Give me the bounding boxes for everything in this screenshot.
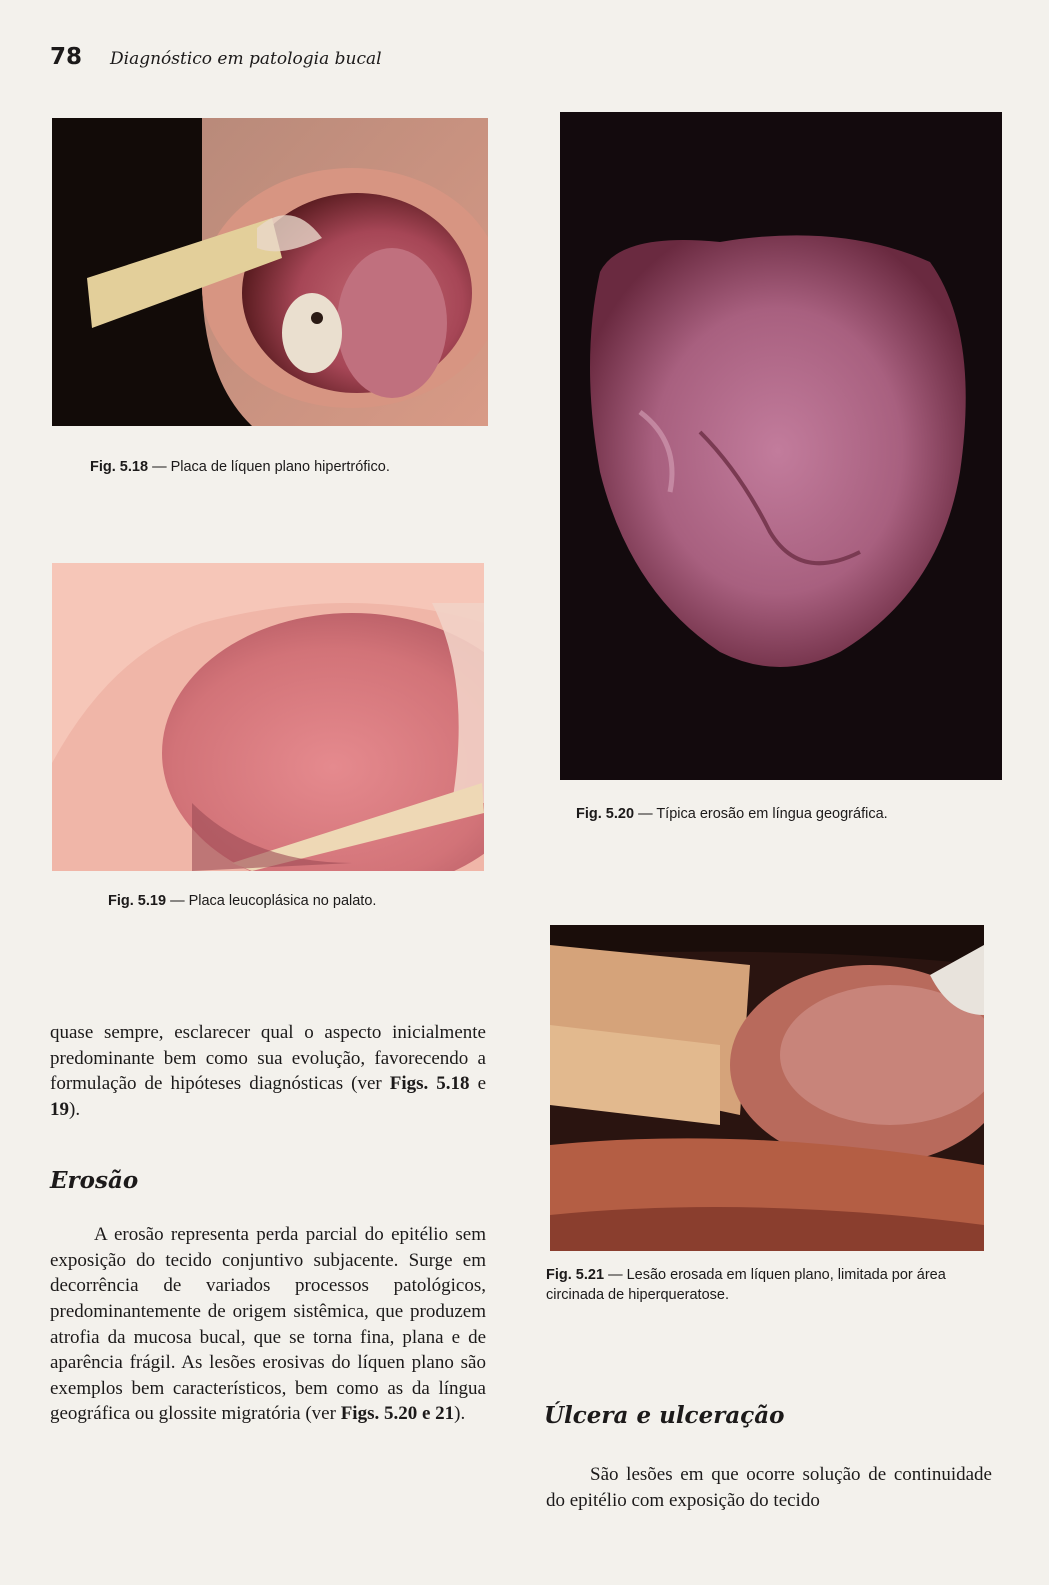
section-heading-ulcera: Úlcera e ulceração <box>544 1402 785 1429</box>
figure-5-19-photo <box>52 563 484 871</box>
figure-5-20-caption <box>576 805 1016 825</box>
figure-5-18-photo <box>52 118 488 426</box>
figure-5-21-image <box>550 925 984 1251</box>
ulcera-paragraph <box>546 1462 992 1513</box>
erosao-figure-refs: Figs. 5.20 e 21 <box>340 1403 455 1425</box>
figure-5-20-label: Fig. 5.20 <box>576 806 635 822</box>
figure-5-21-caption <box>546 1266 996 1305</box>
ulcera-paragraph-text: São lesões em que ocorre solução de continuidade do epitélio com exposição do tecido <box>546 1464 992 1511</box>
erosao-paragraph <box>50 1222 486 1427</box>
intro-paragraph <box>50 1020 486 1123</box>
figure-5-19-text: — Placa leucoplásica no palato. <box>170 893 377 909</box>
figure-5-18-image <box>52 118 488 426</box>
figure-5-21-label: Fig. 5.21 <box>546 1267 605 1283</box>
running-title: Diagnóstico em patologia bucal <box>110 49 382 69</box>
erosao-paragraph-end: ). <box>454 1403 466 1425</box>
figure-5-20-text: — Típica erosão em língua geográfica. <box>638 806 888 822</box>
figure-5-20-image <box>560 112 1002 780</box>
intro-figure-refs-2: 19 <box>50 1098 69 1120</box>
figure-5-21-text: — Lesão erosada em líquen plano, limitada por área circinada de hiperqueratose. <box>546 1267 946 1303</box>
figure-5-18-label: Fig. 5.18 <box>90 459 149 475</box>
intro-paragraph-end: ). <box>69 1098 81 1120</box>
intro-figure-refs: Figs. 5.18 <box>389 1073 470 1095</box>
figure-5-21-photo <box>550 925 984 1251</box>
figure-5-19-label: Fig. 5.19 <box>108 893 167 909</box>
figure-5-20-photo <box>560 112 1002 780</box>
page-number: 78 <box>50 44 83 70</box>
erosao-paragraph-text: A erosão representa perda parcial do epitélio sem exposição do tecido conjuntivo subjacente. Surge em decorrência de variados processos patológicos, predominantemente de origem sistêmica, que produzem atrofia da mucosa bucal, que se torna fina, plana e de aparência frágil. As lesões erosivas do líquen plano são exemplos bem característicos, bem como as da língua geográfica ou glossite migratória (ver <box>50 1224 486 1425</box>
figure-5-19-caption <box>108 892 508 912</box>
figure-5-19-image <box>52 563 484 871</box>
section-heading-erosao: Erosão <box>50 1167 139 1194</box>
intro-paragraph-text: quase sempre, esclarecer qual o aspecto inicialmente predominante bem como sua evolução, favorecendo a formulação de hipóteses diagnósticas (ver <box>50 1022 486 1095</box>
page-header <box>50 44 382 70</box>
figure-5-18-caption <box>90 458 510 478</box>
intro-connector: e <box>469 1073 486 1095</box>
figure-5-18-text: — Placa de líquen plano hipertrófico. <box>152 459 390 475</box>
